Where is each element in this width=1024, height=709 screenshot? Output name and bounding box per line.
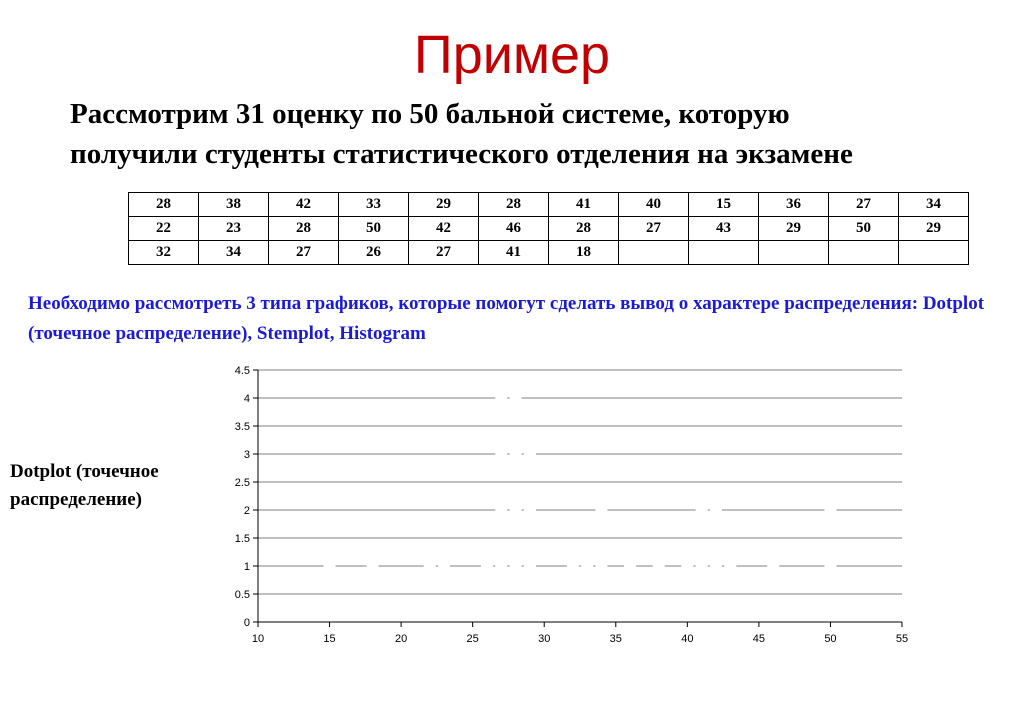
data-point — [824, 563, 836, 569]
table-cell: 33 — [339, 193, 409, 217]
data-point — [510, 395, 522, 401]
table-cell: 18 — [549, 241, 619, 265]
data-point — [595, 563, 607, 569]
table-cell: 28 — [479, 193, 549, 217]
axes — [253, 370, 902, 627]
data-point — [681, 563, 693, 569]
table-cell: 27 — [619, 217, 689, 241]
gridlines — [258, 370, 902, 594]
table-cell: 27 — [409, 241, 479, 265]
table-cell: 23 — [199, 217, 269, 241]
data-point — [567, 563, 579, 569]
table-cell: 42 — [409, 217, 479, 241]
table-cell: 28 — [269, 217, 339, 241]
table-cell: 40 — [619, 193, 689, 217]
data-point — [767, 563, 779, 569]
y-tick-label: 3 — [243, 449, 250, 461]
table-cell: 41 — [549, 193, 619, 217]
data-point — [824, 507, 836, 513]
x-tick-label: 35 — [609, 633, 622, 645]
dotplot-caption-line-2: распределение) — [10, 489, 142, 510]
table-cell: 27 — [269, 241, 339, 265]
intro-line-2: получили студенты статистического отделения на экзамене — [70, 138, 853, 170]
slide-title: Пример — [413, 25, 611, 85]
table-cell: 34 — [199, 241, 269, 265]
y-tick-label: 1.5 — [234, 533, 250, 545]
intro-line-1: Рассмотрим 31 оценку по 50 бальной системе, которую — [70, 98, 790, 130]
table-cell: 34 — [899, 193, 969, 217]
table-cell: 50 — [829, 217, 899, 241]
data-point — [510, 507, 522, 513]
data-point — [710, 507, 722, 513]
data-point — [324, 563, 336, 569]
data-point — [481, 563, 493, 569]
table-cell: 43 — [689, 217, 759, 241]
data-point — [495, 395, 507, 401]
data-point — [696, 507, 708, 513]
x-tick-label: 40 — [681, 633, 694, 645]
data-point — [510, 451, 522, 457]
table-cell: 36 — [759, 193, 829, 217]
table-cell: 46 — [479, 217, 549, 241]
x-tick-label: 45 — [752, 633, 766, 645]
table-cell: 29 — [759, 217, 829, 241]
data-point — [524, 507, 536, 513]
x-tick-label: 50 — [824, 633, 837, 645]
table-cell: 42 — [269, 193, 339, 217]
dotplot-caption-line-1: Dotplot (точечное — [10, 461, 159, 482]
table-cell: 29 — [409, 193, 479, 217]
x-tick-label: 25 — [466, 633, 479, 645]
table-cell: 28 — [549, 217, 619, 241]
x-tick-label: 30 — [538, 633, 551, 645]
table-cell: 32 — [129, 241, 199, 265]
data-point — [710, 563, 722, 569]
y-tick-label: 2.5 — [234, 477, 250, 489]
data-point — [495, 507, 507, 513]
y-tick-labels — [235, 365, 250, 629]
y-tick-label: 0 — [243, 617, 250, 629]
data-point — [438, 563, 450, 569]
x-tick-label: 15 — [323, 633, 336, 645]
data-point — [424, 563, 436, 569]
table-cell: 15 — [689, 193, 759, 217]
x-tick-label: 20 — [394, 633, 408, 645]
table-cell: 22 — [129, 217, 199, 241]
data-point — [696, 563, 708, 569]
table-cell: 41 — [479, 241, 549, 265]
table-cell: 27 — [829, 193, 899, 217]
data-point — [510, 563, 522, 569]
table-cell: 26 — [339, 241, 409, 265]
data-point — [581, 563, 593, 569]
x-tick-label: 55 — [895, 633, 909, 645]
data-point — [653, 563, 665, 569]
y-tick-label: 1 — [243, 561, 250, 573]
y-tick-label: 2 — [243, 505, 250, 517]
data-point — [366, 563, 378, 569]
y-tick-label: 4.5 — [234, 365, 250, 377]
instruction-note: Необходимо рассмотреть 3 типа графиков, которые помогут сделать вывод о характере распределения: Dotplot (точечное распределение), Stemplot, Histogram — [28, 293, 985, 344]
data-point — [524, 451, 536, 457]
table-cell: 29 — [899, 217, 969, 241]
y-tick-label: 0.5 — [234, 589, 250, 601]
data-point — [495, 563, 507, 569]
data-point — [524, 563, 536, 569]
x-tick-label: 10 — [251, 633, 265, 645]
x-tick-labels — [252, 633, 908, 645]
data-point — [595, 507, 607, 513]
table-cell: 50 — [339, 217, 409, 241]
y-tick-label: 3.5 — [234, 421, 250, 433]
data-point — [724, 563, 736, 569]
data-point — [495, 451, 507, 457]
table-cell: 38 — [199, 193, 269, 217]
data-point — [624, 563, 636, 569]
table-cell: 28 — [129, 193, 199, 217]
y-tick-label: 4 — [243, 393, 250, 405]
